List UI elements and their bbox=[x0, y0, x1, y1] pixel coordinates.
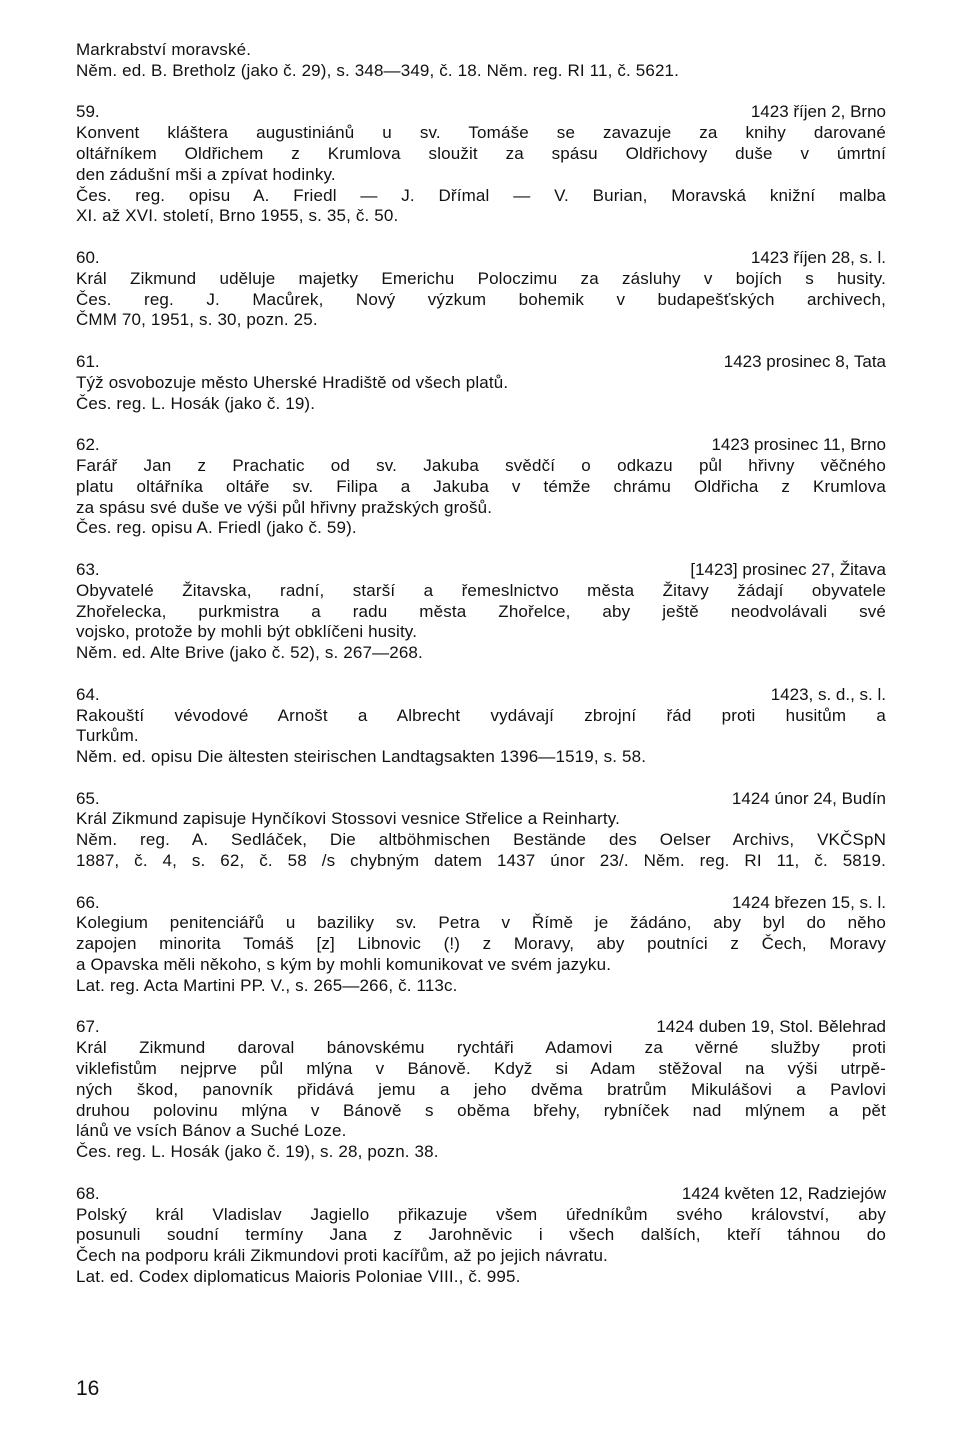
entry-line: 1887, č. 4, s. 62, č. 58 /s chybným datem 1437 únor 23/. Něm. reg. RI 11, č. 5819. bbox=[76, 851, 886, 871]
entry-date: 1423 říjen 28, s. l. bbox=[750, 247, 886, 267]
entry-62 bbox=[76, 435, 886, 539]
entry-header bbox=[76, 893, 886, 914]
entry-line: platu oltářníka oltáře sv. Filipa a Jakuba v témže chrámu Oldřicha z Krumlova bbox=[76, 476, 886, 496]
entry-65 bbox=[76, 789, 886, 872]
entry-header bbox=[76, 1184, 886, 1205]
entry-line: Konvent kláštera augustiniánů u sv. Tomáše se zavazuje za knihy darované bbox=[76, 123, 886, 143]
entry-64 bbox=[76, 685, 886, 768]
entry-date: 1423 prosinec 11, Brno bbox=[711, 435, 886, 455]
intro-block bbox=[76, 40, 886, 82]
entry-date: 1424 únor 24, Budín bbox=[731, 788, 886, 808]
page-number: 16 bbox=[76, 1377, 100, 1400]
entry-date: 1424 duben 19, Stol. Bělehrad bbox=[656, 1017, 886, 1037]
entry-line: viklefistům nejprve půl mlýna v Bánově. Když si Adam stěžoval na výši utrpě- bbox=[76, 1059, 886, 1079]
entry-line: Čes. reg. L. Hosák (jako č. 19). bbox=[76, 393, 316, 413]
entry-header bbox=[76, 102, 886, 123]
entry-line: lánů ve vsích Bánov a Suché Loze. bbox=[76, 1121, 347, 1141]
entry-line: Král Zikmund daroval bánovskému rychtáři Adamovi za věrné služby proti bbox=[76, 1038, 886, 1058]
entry-68 bbox=[76, 1184, 886, 1288]
entry-63 bbox=[76, 560, 886, 664]
entry-61 bbox=[76, 352, 886, 414]
entry-line: Turkům. bbox=[76, 726, 139, 746]
intro-line: Něm. ed. B. Bretholz (jako č. 29), s. 348—349, č. 18. Něm. reg. RI 11, č. 5621. bbox=[76, 60, 680, 80]
entries-list bbox=[76, 102, 886, 1287]
entry-line: Čech na podporu králi Zikmundovi proti kacířům, až po jejich návratu. bbox=[76, 1246, 608, 1266]
entry-67 bbox=[76, 1017, 886, 1163]
entry-line: Farář Jan z Prachatic od sv. Jakuba svědčí o odkazu půl hřivny věčného bbox=[76, 455, 886, 475]
entry-line: Čes. reg. J. Macůrek, Nový výzkum bohemik v budapešťských archivech, bbox=[76, 289, 886, 309]
entry-line: Lat. ed. Codex diplomaticus Maioris Poloniae VIII., č. 995. bbox=[76, 1267, 521, 1287]
entry-date: 1423, s. d., s. l. bbox=[770, 684, 886, 704]
entry-line: druhou polovinu mlýna v Bánově s oběma břehy, rybníček nad mlýnem a pět bbox=[76, 1100, 886, 1120]
entry-line: Čes. reg. L. Hosák (jako č. 19), s. 28, pozn. 38. bbox=[76, 1142, 439, 1162]
entry-line: Obyvatelé Žitavska, radní, starší a řemeslnictvo města Žitavy žádají obyvatele bbox=[76, 580, 886, 600]
entry-line: Rakouští vévodové Arnošt a Albrecht vydávají zbrojní řád proti husitům a bbox=[76, 705, 886, 725]
entry-number: 61. bbox=[76, 351, 100, 371]
entry-number: 62. bbox=[76, 435, 100, 455]
entry-line: Král Zikmund uděluje majetky Emerichu Poloczimu za zásluhy v bojích s husity. bbox=[76, 268, 886, 288]
entry-number: 65. bbox=[76, 788, 100, 808]
intro-line: Markrabství moravské. bbox=[76, 40, 252, 59]
entry-line: Něm. ed. opisu Die ältesten steirischen Landtagsakten 1396—1519, s. 58. bbox=[76, 747, 647, 767]
entry-line: den zádušní mši a zpívat hodinky. bbox=[76, 164, 336, 184]
entry-line: Kolegium penitenciářů u baziliky sv. Petra v Římě je žádáno, aby byl do něho bbox=[76, 913, 886, 933]
entry-line: Něm. ed. Alte Brive (jako č. 52), s. 267—268. bbox=[76, 643, 423, 663]
entry-line: posunuli soudní termíny Jana z Jarohněvic i všech dalších, kteří táhnou do bbox=[76, 1225, 886, 1245]
entry-line: Lat. reg. Acta Martini PP. V., s. 265—266, č. 113c. bbox=[76, 975, 458, 995]
entry-header bbox=[76, 685, 886, 706]
entry-date: 1423 prosinec 8, Tata bbox=[723, 351, 886, 371]
entry-line: a Opavska měli někoho, s kým by mohli komunikovat ve svém jazyku. bbox=[76, 955, 612, 975]
entry-number: 64. bbox=[76, 684, 100, 704]
entry-66 bbox=[76, 893, 886, 997]
entry-date: 1423 říjen 2, Brno bbox=[750, 102, 886, 122]
entry-line: Týž osvobozuje město Uherské Hradiště od všech platů. bbox=[76, 372, 509, 392]
document-page bbox=[76, 40, 886, 1288]
entry-number: 59. bbox=[76, 102, 100, 122]
entry-number: 66. bbox=[76, 892, 100, 912]
entry-header bbox=[76, 435, 886, 456]
entry-line: Král Zikmund zapisuje Hynčíkovi Stossovi vesnice Střelice a Reinharty. bbox=[76, 809, 621, 829]
entry-header bbox=[76, 560, 886, 581]
entry-line: Zhořelecka, purkmistra a radu města Zhořelce, aby ještě neodvolávali své bbox=[76, 601, 886, 621]
entry-line: ČMM 70, 1951, s. 30, pozn. 25. bbox=[76, 310, 318, 330]
entry-header bbox=[76, 352, 886, 373]
entry-header bbox=[76, 1017, 886, 1038]
entry-number: 68. bbox=[76, 1183, 100, 1203]
entry-line: Polský král Vladislav Jagiello přikazuje všem úředníkům svého království, aby bbox=[76, 1204, 886, 1224]
entry-line: Čes. reg. opisu A. Friedl (jako č. 59). bbox=[76, 518, 357, 538]
entry-number: 67. bbox=[76, 1017, 100, 1037]
entry-line: zapojen minorita Tomáš [z] Libnovic (!) z Moravy, aby poutníci z Čech, Moravy bbox=[76, 934, 886, 954]
entry-number: 63. bbox=[76, 559, 100, 579]
entry-59 bbox=[76, 102, 886, 227]
entry-line: vojsko, protože by mohli být obklíčeni husity. bbox=[76, 622, 418, 642]
entry-number: 60. bbox=[76, 247, 100, 267]
entry-header bbox=[76, 248, 886, 269]
entry-line: za spásu své duše ve výši půl hřivny pražských grošů. bbox=[76, 497, 493, 517]
entry-date: 1424 květen 12, Radziejów bbox=[681, 1183, 886, 1203]
entry-line: oltářníkem Oldřichem z Krumlova sloužit za spásu Oldřichovy duše v úmrtní bbox=[76, 143, 886, 163]
entry-line: Čes. reg. opisu A. Friedl — J. Dřímal — V. Burian, Moravská knižní malba bbox=[76, 185, 886, 205]
entry-header bbox=[76, 789, 886, 810]
entry-date: 1424 březen 15, s. l. bbox=[731, 892, 886, 912]
entry-line: ných škod, panovník přidává jemu a jeho dvěma bratrům Mikulášovi a Pavlovi bbox=[76, 1079, 886, 1099]
entry-line: XI. až XVI. století, Brno 1955, s. 35, č. 50. bbox=[76, 206, 399, 226]
entry-date: [1423] prosinec 27, Žitava bbox=[690, 559, 886, 579]
entry-60 bbox=[76, 248, 886, 331]
entry-line: Něm. reg. A. Sedláček, Die altböhmischen Bestände des Oelser Archivs, VKČSpN bbox=[76, 830, 886, 850]
